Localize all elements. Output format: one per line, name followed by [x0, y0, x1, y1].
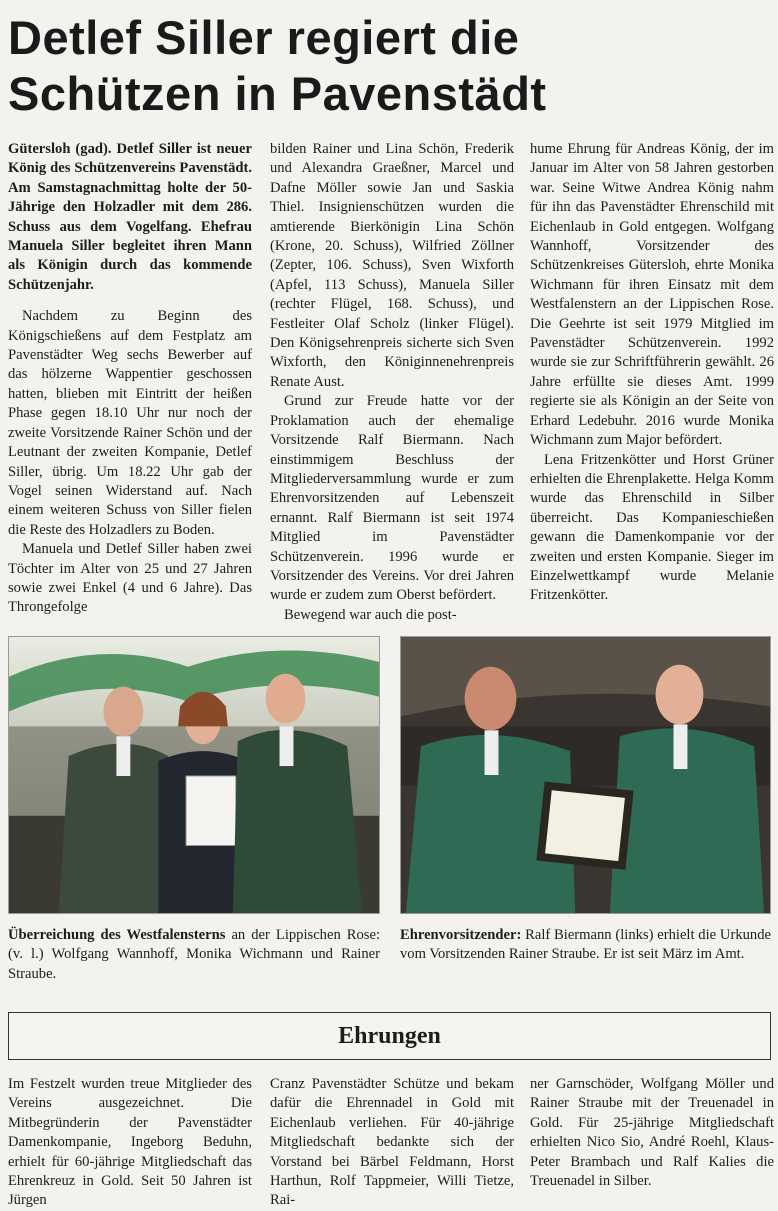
photo-caption-right — [400, 926, 771, 965]
article-column-1 — [8, 140, 252, 618]
section-title: Ehrungen — [338, 1022, 441, 1049]
headline-line-2: Schützen in Pavenstädt — [8, 67, 547, 120]
article-paragraph: bilden Rainer und Lina Schön, Frederik und Alexandra Graeßner, Marcel und Dafne Möller sowie Jan und Saskia Thiel. Insignienschützen wurden die amtierende Bierkönigin Lina Schön (Krone, 20. Schuss), Wilfried Zöllner (Zepter, 106. Schuss), Sven Wixforth (Apfel, 113 Schuss), Manuela Siller (rechter Flügel, 168. Schuss), und Festleiter Olaf Scholz (linker Flügel). Den Königsehrenpreis sicherte sich Sven Wixforth, den Königinnenehrenpreis Renate Aust. — [270, 141, 514, 390]
article-paragraph: Nachdem zu Beginn des Königschießens auf dem Festplatz am Pavenstädter Weg sechs Bewerber auf das hölzerne Wappentier geschossen hatten, blieben mit Eintritt der heißen Phase gegen 18.10 Uhr nur noch der zweite Vorsitzende Rainer Schön und der Leutnant der zweiten Kompanie, Detlef Siller, übrig. Um 18.22 Uhr gab der Vogel seinen Widerstand auf. Nach einem weiteren Schuss von Siller fielen die Reste des Holzadlers zu Boden. — [8, 308, 252, 538]
caption-title: Überreichung des Westfalensterns — [8, 927, 226, 943]
photo-ehrenvorsitzender — [400, 636, 771, 914]
article-lead: Gütersloh (gad). Detlef Siller ist neuer König des Schützenvereins Pavenstädt. Am Samstagnachmittag holte der 50-Jährige den Holzadler mit dem 286. Schuss aus dem Vogelfang. Ehefrau Manuela Siller begleitet ihren Mann als Königin durch das kommende Schützenjahr. — [8, 141, 252, 293]
article-paragraph: hume Ehrung für Andreas König, der im Januar im Alter von 58 Jahren gestorben war. Seine Witwe Andrea König nahm für ihn das Pavenstädter Ehrenschild mit Eichenlaub in Gold entgegen. Wolfgang Wannhoff, Vorsitzender des Schützenkreises Gütersloh, ehrte Monika Wichmann für ihren Einsatz mit dem Westfalenstern an der Lippischen Rose. Die Geehrte ist seit 1979 Mitglied im Pavenstädter Schützenverein. 1992 wurde sie zur Schriftführerin gewählt. 26 Jahre erfüllte sie dieses Amt. 1999 regierte sie als Königin an der Seite von Erhard Ledebuhr. 2016 wurde Monika Wichmann zum Major befördert. — [530, 141, 774, 449]
ehrungen-column-2: Cranz Pavenstädter Schütze und bekam dafür die Ehrennadel in Gold mit Eichenlaub verliehen. Für 40-jährige Mitgliedschaft bedankte sich der Vorstand bei Bärbel Feldmann, Horst Harthun, Rolf Tappmeier, Willi Tietze, Rai- — [270, 1076, 514, 1209]
article-column-3 — [530, 140, 774, 606]
ehrungen-column-3: ner Garnschöder, Wolfgang Möller und Rainer Straube mit der Treuenadel in Gold. Für 25-jährige Mitgliedschaft erhielten Nico Sio, André Roehl, Klaus-Peter Brambach und Ralf Kalies die Treuenadel in Silber. — [530, 1076, 774, 1190]
section-box-ehrungen — [8, 1012, 771, 1060]
caption-text: an der Lippischen Rose: (v. l.) Wolfgang Wannhoff, Monika Wichmann und Rainer Straube. — [8, 927, 381, 982]
caption-title: Ehrenvorsitzender: — [400, 927, 522, 943]
article-paragraph: Lena Fritzenkötter und Horst Grüner erhielten die Ehrenplakette. Helga Komm wurde das Ehrenschild in Silber überreicht. Das Kompanieschießen gewann die Damenkompanie vor der zweiten und ersten Kompanie. Sieger im Einzelwettkampf wurde Melanie Fritzenkötter. — [530, 451, 774, 604]
photo-caption-left — [8, 926, 380, 984]
caption-text: Ralf Biermann (links) erhielt die Urkunde vom Vorsitzenden Rainer Straube. Er ist seit März im Amt. — [400, 927, 771, 963]
article-column-2 — [270, 140, 514, 625]
article-paragraph: Bewegend war auch die post- — [284, 606, 457, 623]
ehrungen-column-1: Im Festzelt wurden treue Mitglieder des Vereins ausgezeichnet. Die Mitbegründerin der Pavenstädter Damenkompanie, Ingeborg Beduhn, erhielt für 60-jährige Mitgliedschaft das Ehrenkreuz in Gold. Seit 50 Jahren ist Jürgen — [8, 1076, 252, 1209]
article-paragraph: Manuela und Detlef Siller haben zwei Töchter im Alter von 25 und 27 Jahren sowie zwei Enkel (4 und 6 Jahre). Das Throngefolge — [8, 541, 252, 616]
article-paragraph: Grund zur Freude hatte vor der Proklamation auch der ehemalige Vorsitzende Ralf Biermann. Nach einstimmigem Beschluss der Mitgliederversammlung wurde er zum Ehrenvorsitzenden auf Lebenszeit ernannt. Ralf Biermann ist seit 1974 Mitglied im Pavenstädter Schützenverein. 1996 wurde er Vorsitzender des Vereins. Vor drei Jahren wurde er zudem zum Oberst befördert. — [270, 393, 514, 604]
headline — [8, 10, 770, 122]
headline-line-1: Detlef Siller regiert die — [8, 11, 520, 64]
photo-westfalenstern — [8, 636, 380, 914]
